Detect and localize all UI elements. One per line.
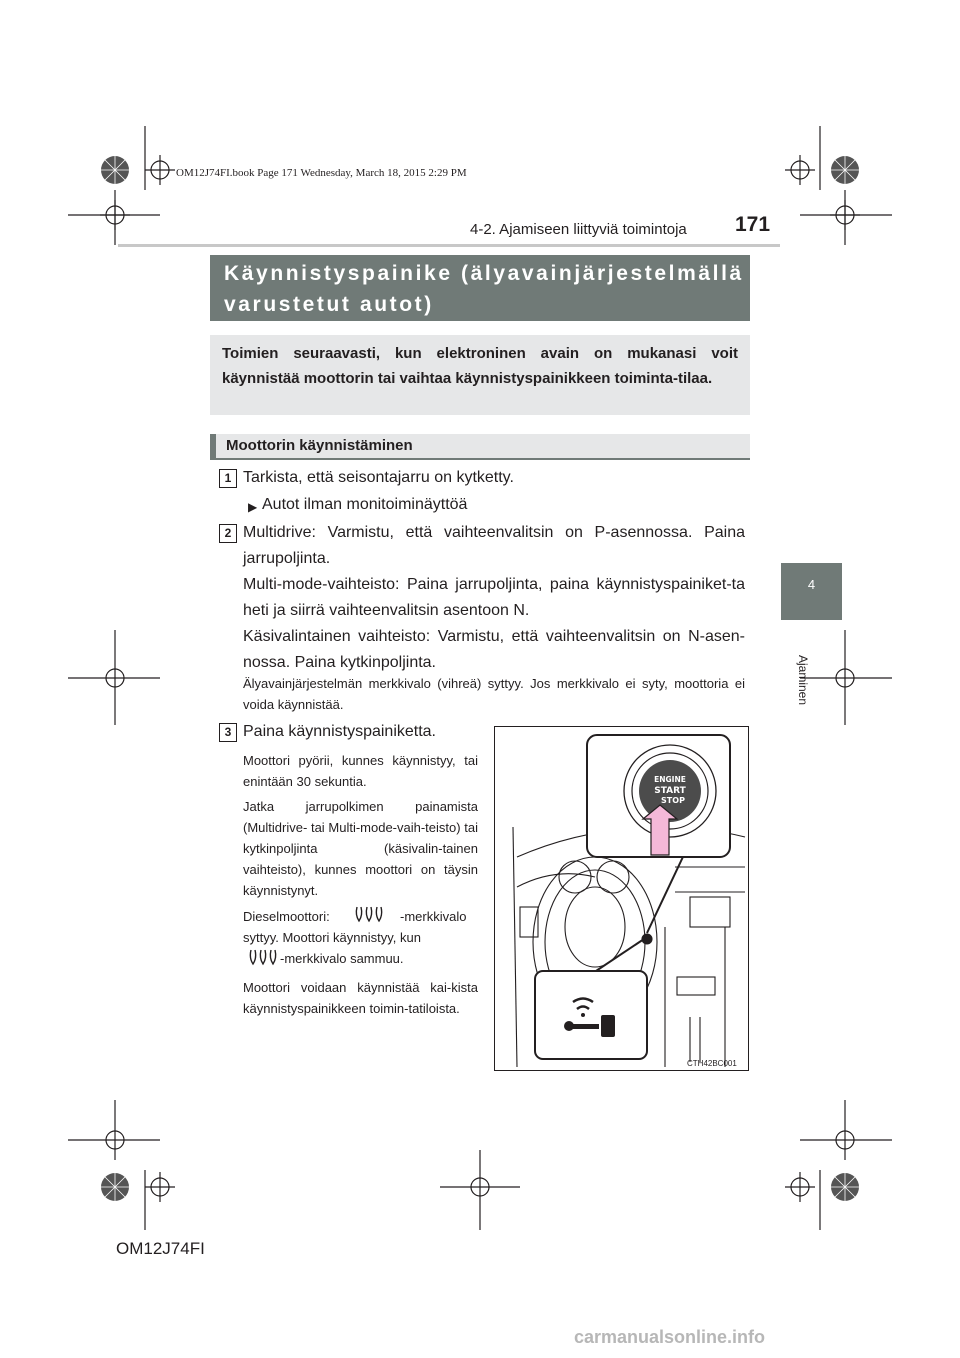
dashboard-illustration	[494, 726, 749, 1071]
glow-plug-icon-2	[248, 946, 278, 968]
button-label-engine: ENGINE	[654, 775, 686, 784]
chapter-number: 4	[807, 577, 816, 592]
step-number-2: 2	[219, 524, 237, 543]
dashboard-drawing	[495, 727, 749, 1071]
step-2-note: Älyavainjärjestelmän merkkivalo (vihreä) syttyy. Jos merkkivalo ei syty, moottoria ei voida käynnistää.	[243, 676, 745, 712]
button-label-stop: STOP	[661, 796, 685, 805]
step-3-note-2: Jatka jarrupolkimen painamista (Multidrive- tai Multi-mode-vaih-teisto) tai kytkinpoljinta (käsivalin-tainen vaihteisto), kunnes moottori on täysin käynnistynyt.	[243, 799, 478, 898]
illustration-code: CTH42BC001	[687, 1059, 737, 1068]
step-number-1: 1	[219, 469, 237, 488]
diesel-indicator-text: -merkkivalo	[400, 909, 467, 924]
step-3-text: Paina käynnistyspainiketta.	[243, 723, 436, 740]
section-heading: 4-2. Ajamiseen liittyviä toimintoja	[470, 221, 687, 238]
step-number-3: 3	[219, 723, 237, 742]
step-3-note-1: Moottori pyörii, kunnes käynnistyy, tai enintään 30 sekuntia.	[243, 753, 478, 789]
watermark[interactable]: carmanualsonline.info	[574, 1327, 766, 1347]
arrow-icon: ▶	[248, 500, 258, 514]
step-1-text: Tarkista, että seisontajarru on kytketty.	[243, 469, 514, 486]
subheading: Moottorin käynnistäminen	[210, 434, 750, 460]
diesel-label: Dieselmoottori:	[243, 909, 330, 924]
chapter-tab[interactable]	[781, 563, 842, 620]
diesel-off-text: -merkkivalo sammuu.	[280, 951, 404, 966]
step-2-manual: Käsivalintainen vaihteisto: Varmistu, että vaihteenvalitsin on N-asen-nossa. Paina kytkinpoljinta.	[243, 628, 745, 671]
page-number: 171	[735, 213, 771, 236]
intro-text: Toimien seuraavasti, kun elektroninen avain on mukanasi voit käynnistää moottorin tai vaihtaa käynnistyspainikkeen toiminta-tilaa.	[210, 335, 750, 415]
glow-plug-icon	[354, 903, 384, 925]
diesel-starts-text: syttyy. Moottori käynnistyy, kun	[243, 930, 421, 945]
note-vehicle-text: Autot ilman monitoiminäyttöä	[262, 496, 468, 513]
page-title: Käynnistyspainike (älyavainjärjestelmällä varustetut autot)	[210, 255, 750, 321]
header-rule	[118, 244, 780, 247]
footer-code: OM12J74FI	[116, 1239, 205, 1258]
step-2-text: Multidrive: Varmistu, että vaihteenvalitsin on P-asennossa. Paina jarrupoljinta.	[243, 524, 745, 567]
step-2-multimode: Multi-mode-vaihteisto: Paina jarrupoljinta, paina käynnistyspainiket-ta heti ja siirrä vaihteenvalitsin asentoon N.	[243, 576, 745, 619]
step-3-note-4: Moottori voidaan käynnistää kai-kista käynnistyspainikkeen toimin-tatiloista.	[243, 980, 478, 1016]
button-label-start: START	[654, 786, 686, 796]
chapter-label: Ajaminen	[796, 655, 810, 706]
book-info: OM12J74FI.book Page 171 Wednesday, March 18, 2015 2:29 PM	[176, 167, 467, 179]
